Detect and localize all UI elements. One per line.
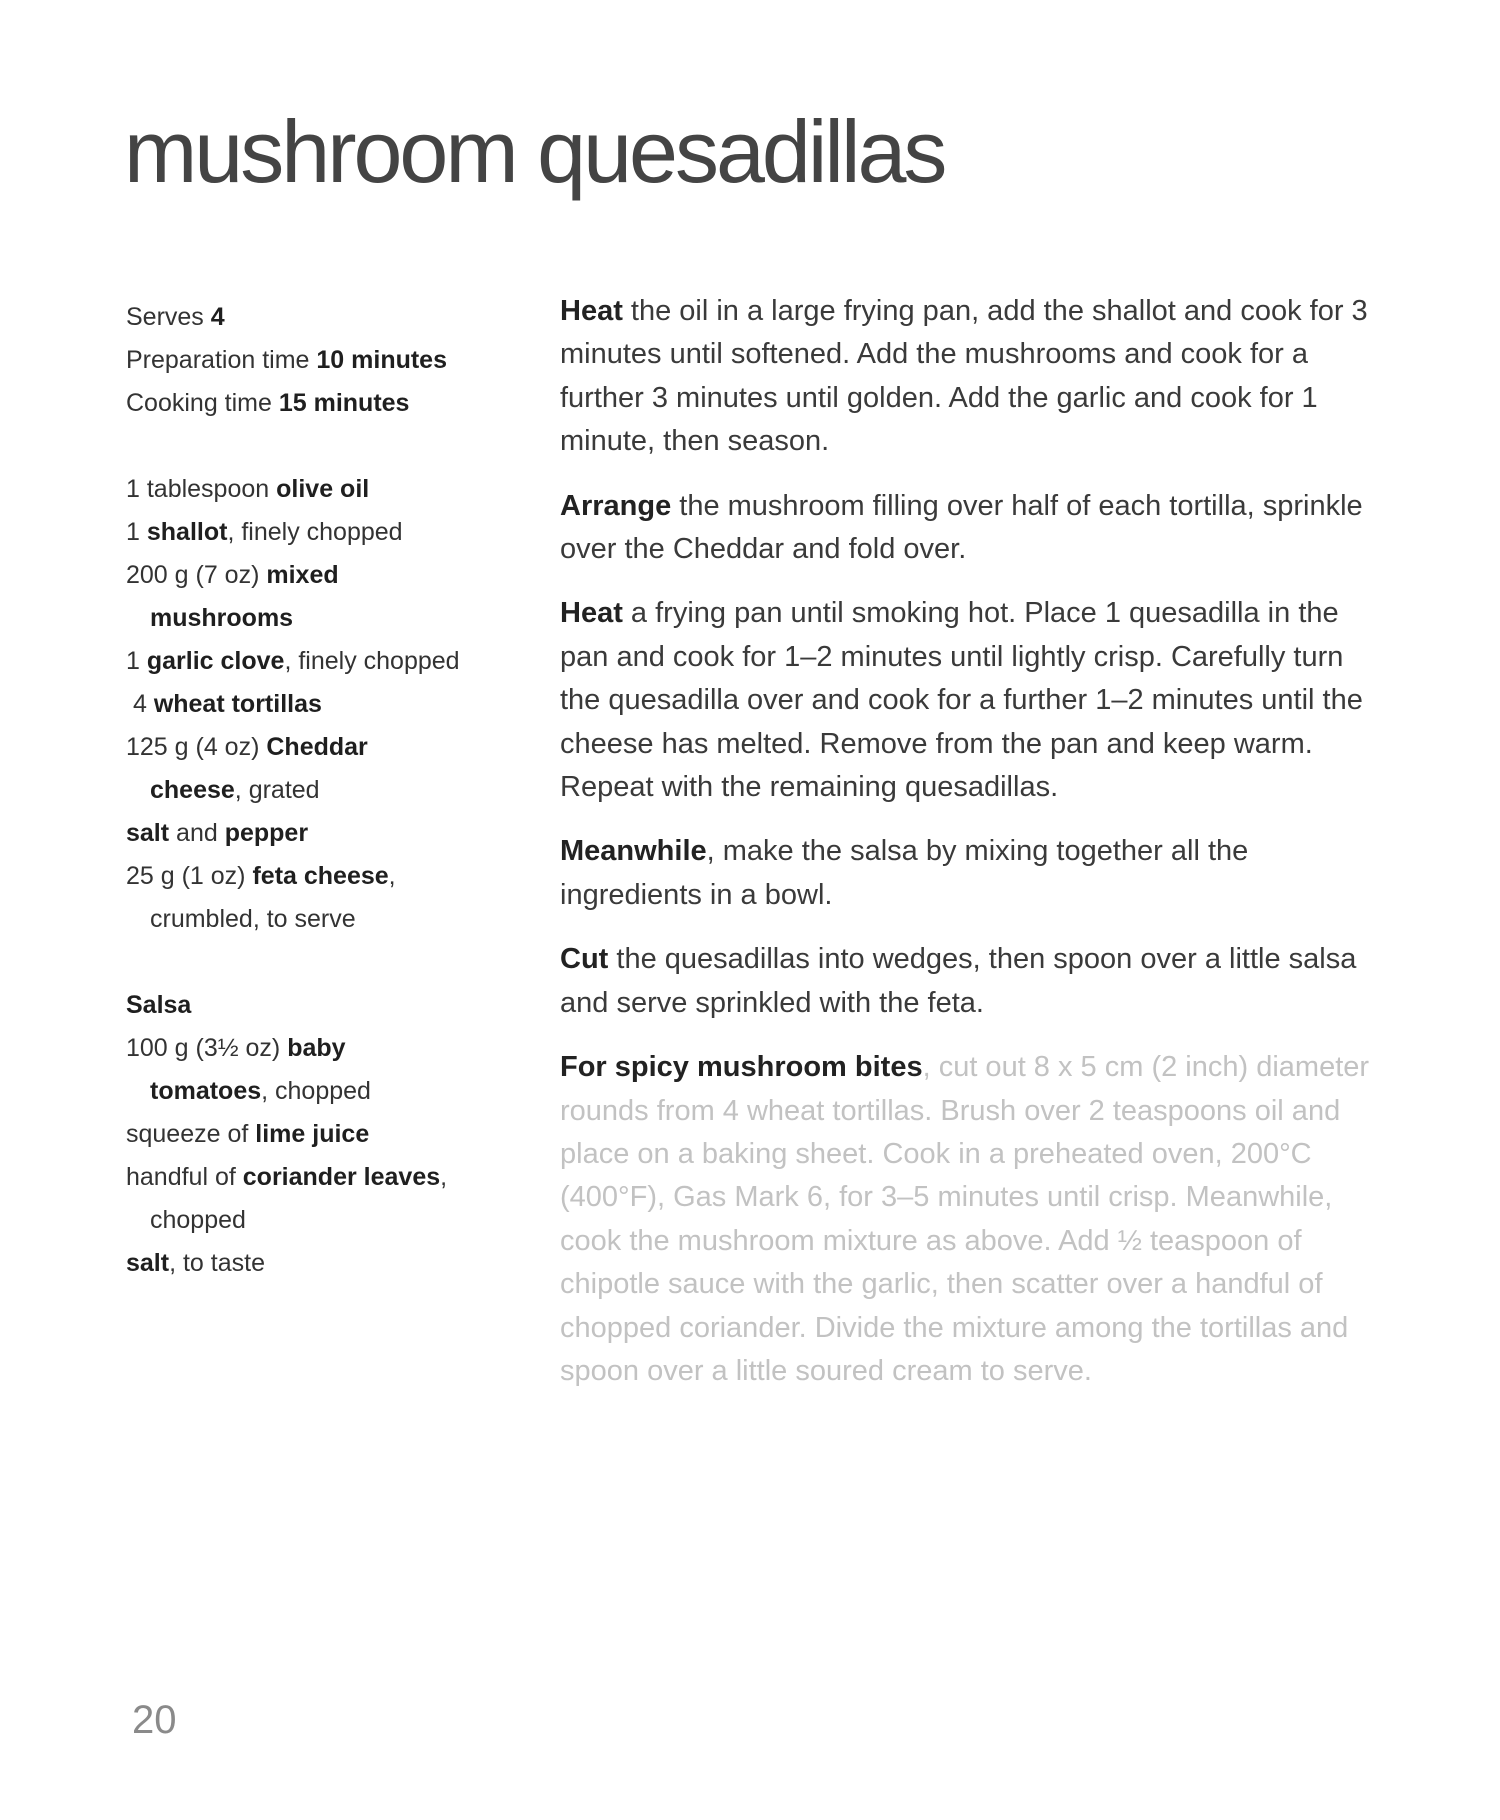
prep-time-line: Preparation time 10 minutes	[126, 346, 447, 374]
salsa-ingredient-line: squeeze of lime juice	[126, 1120, 370, 1148]
ingredient-line-cont: mushrooms	[150, 604, 294, 632]
method-step: Arrange the mushroom filling over half of each tortilla, sprinkle over the Cheddar and fold over.	[560, 489, 1363, 566]
method-column	[560, 290, 1390, 1414]
ingredient-line: salt and pepper	[126, 819, 309, 847]
method-step: Heat the oil in a large frying pan, add the shallot and cook for 3 minutes until softened. Add the mushrooms and cook for a further 3 minutes until golden. Add the garlic and cook for 1 minute, then season.	[560, 295, 1368, 458]
cook-time-line: Cooking time 15 minutes	[126, 389, 410, 417]
ingredient-line: 200 g (7 oz) mixed	[126, 561, 339, 589]
salsa-ingredient-line-cont: tomatoes, chopped	[150, 1077, 371, 1105]
salsa-ingredient-line-cont: chopped	[150, 1206, 246, 1234]
salsa-ingredient-line: salt, to taste	[126, 1249, 265, 1277]
salsa-ingredient-line: handful of coriander leaves,	[126, 1163, 448, 1191]
method-step: Cut the quesadillas into wedges, then spoon over a little salsa and serve sprinkled with the feta.	[560, 943, 1357, 1019]
salsa-heading: Salsa	[126, 991, 192, 1019]
ingredient-line: 125 g (4 oz) Cheddar	[126, 733, 368, 761]
ingredient-line: 4 wheat tortillas	[132, 690, 322, 718]
serves-line: Serves 4	[126, 303, 225, 331]
salsa-ingredient-line: 100 g (3½ oz) baby	[126, 1034, 346, 1062]
method-step: Heat a frying pan until smoking hot. Place 1 quesadilla in the pan and cook for 1–2 minutes until lightly crisp. Carefully turn the quesadilla over and cook for a further 1–2 minutes until the cheese has melted. Remove from the pan and keep warm. Repeat with the remaining quesadillas.	[560, 597, 1363, 804]
method-step: Meanwhile, make the salsa by mixing together all the ingredients in a bowl.	[560, 835, 1249, 911]
ingredient-line: 1 garlic clove, finely chopped	[126, 647, 460, 675]
ingredient-line-cont: crumbled, to serve	[150, 905, 356, 933]
ingredients-column	[126, 296, 526, 1285]
ingredient-line-cont: cheese, grated	[150, 776, 320, 804]
ingredient-line: 1 shallot, finely chopped	[126, 518, 403, 546]
page-title: mushroom quesadillas	[124, 102, 945, 201]
ingredient-line: 1 tablespoon olive oil	[126, 475, 370, 503]
page-number: 20	[132, 1698, 177, 1742]
variation-note: For spicy mushroom bites, cut out 8 x 5 cm (2 inch) diameter rounds from 4 wheat tortillas. Brush over 2 teaspoons oil and place on a baking sheet. Cook in a preheated oven, 200°C (400°F), Gas Mark 6, for 3–5 minutes until crisp. Meanwhile, cook the mushroom mixture as above. Add ½ teaspoon of chipotle sauce with the garlic, then scatter over a handful of chopped coriander. Divide the mixture among the tortillas and spoon over a little soured cream to serve.	[560, 1051, 1370, 1387]
ingredient-line: 25 g (1 oz) feta cheese,	[126, 862, 396, 890]
